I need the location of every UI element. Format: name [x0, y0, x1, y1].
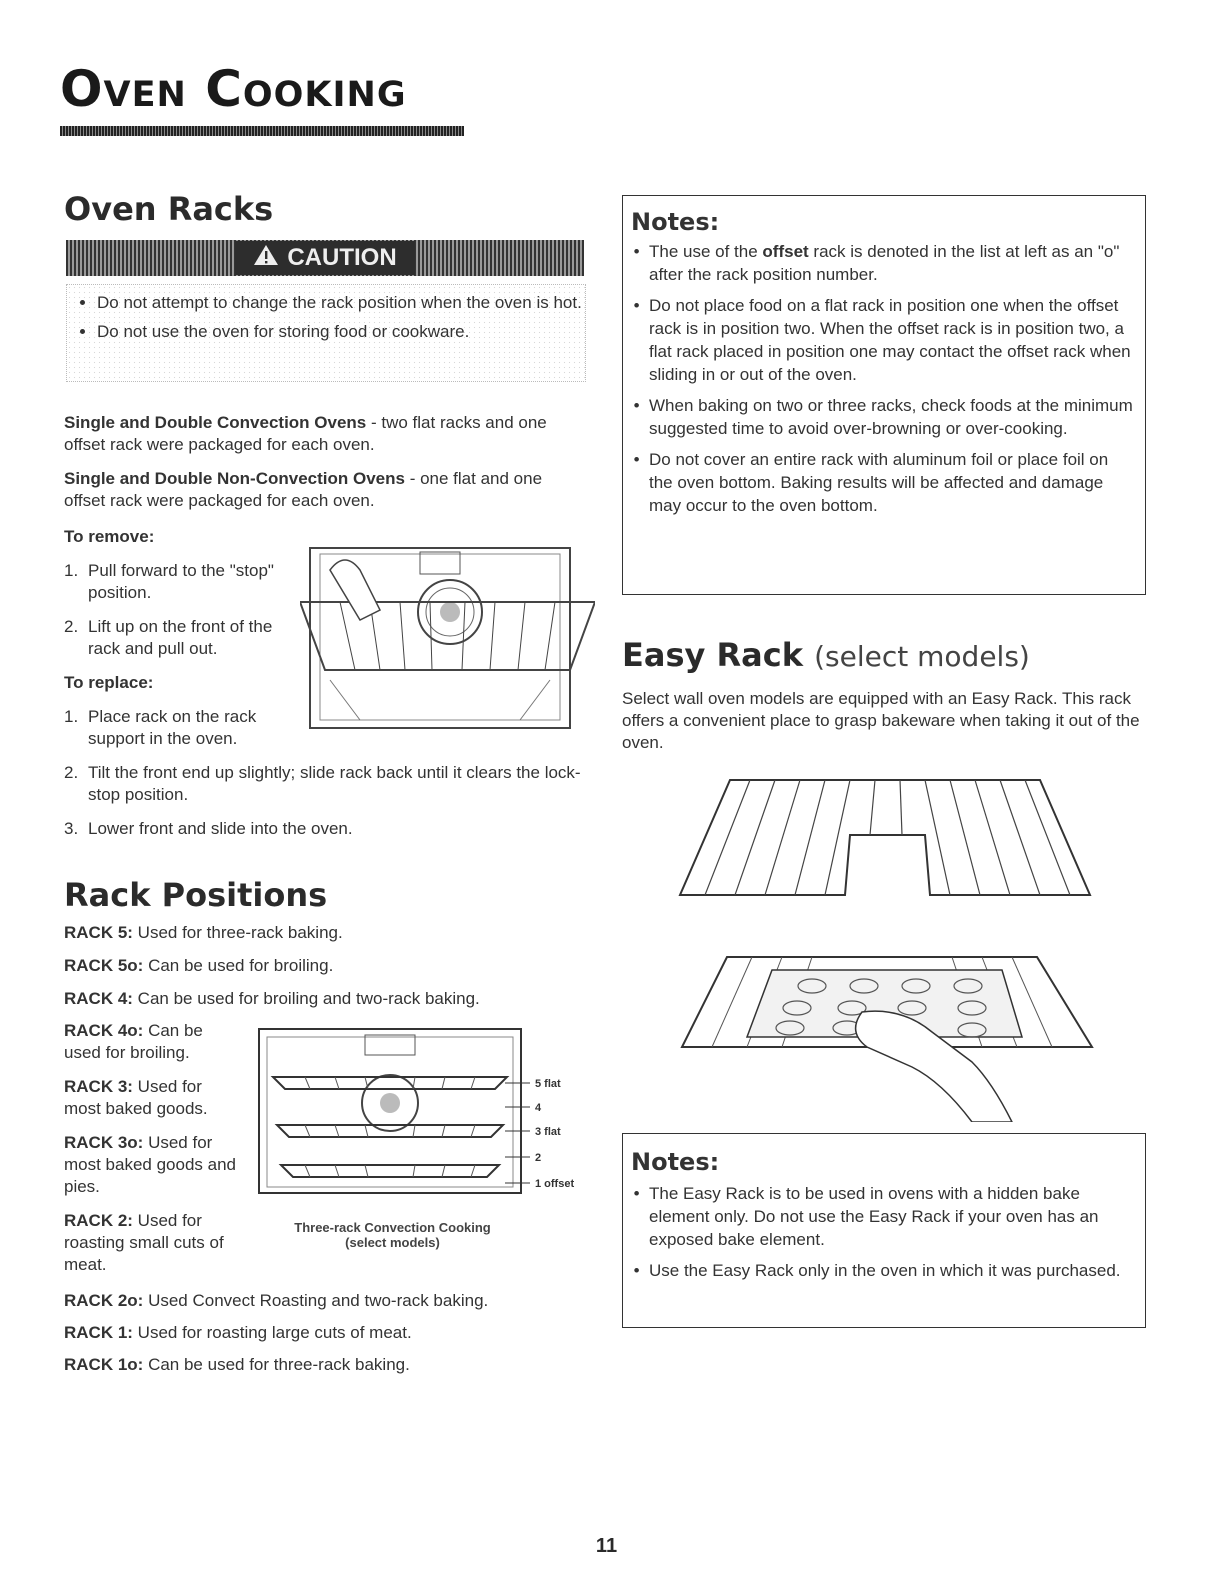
rack-position-item: RACK 5: Used for three-rack baking. — [64, 923, 343, 942]
replace-step: 1. Place rack on the rack support in the oven. — [64, 707, 257, 748]
notes-title: Notes: — [631, 208, 720, 236]
caution-item: • Do not attempt to change the rack position when the oven is hot. — [97, 291, 585, 314]
title-rule — [60, 126, 464, 136]
oven-racks-heading: Oven Racks — [64, 190, 274, 228]
note-item: • Do not cover an entire rack with aluminum foil or place foil on the oven bottom. Baking results will be affected and damage may occur to the oven bottom. — [649, 448, 1135, 517]
easy-rack-illustration — [670, 775, 1100, 905]
rack-position-item: RACK 4: Can be used for broiling and two-rack baking. — [64, 989, 480, 1008]
note-item: • The Easy Rack is to be used in ovens with a hidden bake element only. Do not use the Easy Rack if your oven has an exposed bake element. — [649, 1182, 1135, 1251]
rack-position-label: 5 flat — [535, 1078, 561, 1090]
three-rack-diagram — [255, 1025, 530, 1197]
caution-box — [66, 284, 586, 382]
nonconvection-lead: Single and Double Non-Convection Ovens — [64, 469, 405, 488]
page-number: 11 — [595, 1535, 618, 1557]
convection-lead: Single and Double Convection Ovens — [64, 413, 367, 432]
note-item: • Use the Easy Rack only in the oven in which it was purchased. — [649, 1259, 1135, 1282]
rack-position-label: 2 — [535, 1152, 542, 1164]
remove-step: 2. Lift up on the front of the rack and pull out. — [64, 617, 273, 658]
note-item: • When baking on two or three racks, check foods at the minimum suggested time to avoid over-browning or over-cooking. — [649, 394, 1135, 440]
caution-banner — [66, 240, 584, 276]
rack-position-label: 3 flat — [535, 1126, 561, 1138]
easy-rack-heading: Easy Rack (select models) — [622, 636, 1030, 674]
warning-triangle-icon — [253, 244, 279, 273]
convection-paragraph — [64, 412, 584, 456]
rack-positions-heading: Rack Positions — [64, 876, 328, 914]
rack-position-label: 4 — [535, 1102, 542, 1114]
rack-removal-illustration — [300, 540, 595, 740]
rack-position-item: RACK 2o: Used Convect Roasting and two-rack baking. — [64, 1291, 489, 1310]
rack-position-item: RACK 3o: Used for most baked goods and pies. — [64, 1133, 237, 1196]
rack-position-item: RACK 3: Used for most baked goods. — [64, 1077, 208, 1118]
diagram-caption: Three-rack Convection Cooking (select models) — [294, 1220, 491, 1250]
caution-item: • Do not use the oven for storing food or cookware. — [97, 320, 585, 343]
rack-position-item: RACK 4o: Can be used for broiling. — [64, 1021, 203, 1062]
rack-position-item: RACK 2: Used for roasting small cuts of meat. — [64, 1211, 224, 1274]
easy-rack-with-bakeware-illustration — [672, 952, 1102, 1122]
to-replace-heading: To replace: — [64, 673, 154, 692]
replace-step: 3. Lower front and slide into the oven. — [64, 819, 353, 838]
rack-position-label: 1 offset — [535, 1178, 575, 1190]
to-remove-heading: To remove: — [64, 527, 155, 546]
rack-position-item: RACK 5o: Can be used for broiling. — [64, 956, 334, 975]
nonconvection-text: - one flat and one offset rack were packaged for each oven. — [64, 469, 543, 510]
notes-title: Notes: — [631, 1148, 720, 1176]
note-item: • The use of the offset rack is denoted in the list at left as an "o" after the rack position number. — [649, 240, 1135, 286]
easy-rack-description: Select wall oven models are equipped with an Easy Rack. This rack offers a convenient place to grasp bakeware when taking it out of the oven. — [622, 689, 1140, 752]
nonconvection-paragraph — [64, 468, 584, 512]
remove-step: 1. Pull forward to the "stop" position. — [64, 561, 274, 602]
note-item: • Do not place food on a flat rack in position one when the offset rack is in position two. When the offset rack is in position two, a flat rack placed in position one may contact the offset rack when sliding in or out of the oven. — [649, 294, 1135, 386]
caution-label: CAUTION — [287, 244, 397, 271]
notes-box-bottom — [622, 1133, 1146, 1328]
page-title: Oven Cooking — [60, 60, 407, 118]
replace-step: 2. Tilt the front end up slightly; slide rack back until it clears the lock-stop position. — [64, 763, 581, 804]
convection-text: - two flat racks and one offset rack were packaged for each oven. — [64, 413, 547, 454]
notes-box-top — [622, 195, 1146, 595]
rack-position-item: RACK 1: Used for roasting large cuts of meat. — [64, 1323, 412, 1342]
rack-position-item: RACK 1o: Can be used for three-rack baking. — [64, 1355, 410, 1374]
